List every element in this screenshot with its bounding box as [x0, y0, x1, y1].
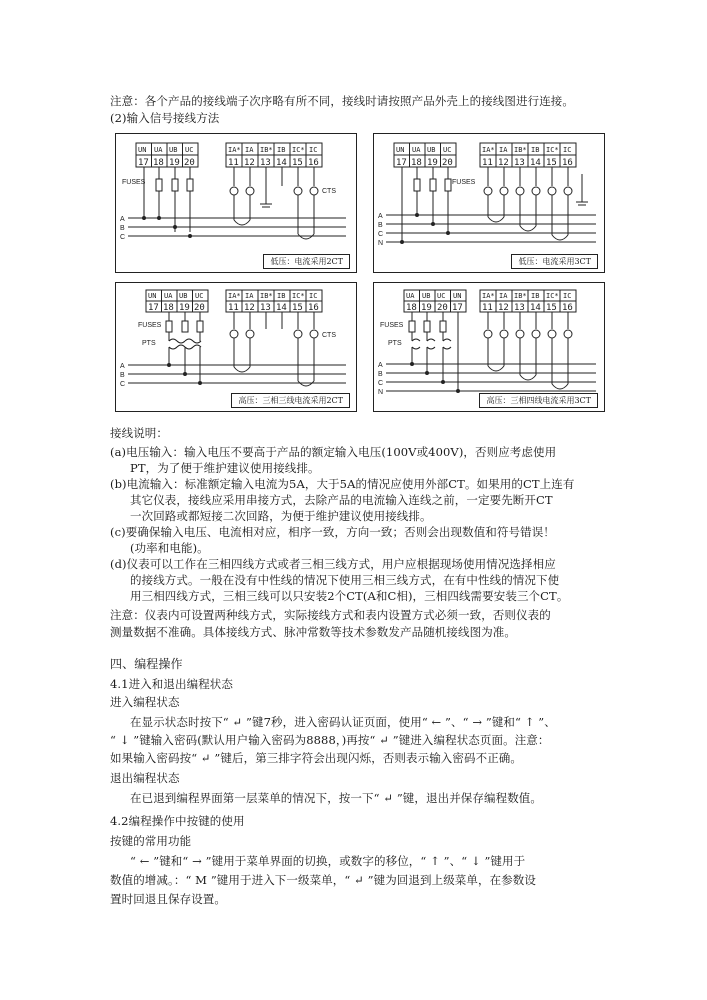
svg-text:C: C	[378, 231, 384, 238]
svg-text:B: B	[120, 372, 125, 379]
svg-text:11: 11	[228, 303, 239, 313]
svg-text:IC*: IC*	[546, 146, 559, 154]
svg-text:17: 17	[452, 303, 463, 313]
svg-text:C: C	[378, 380, 384, 387]
svg-text:UN: UN	[453, 292, 462, 300]
svg-text:IA: IA	[245, 292, 254, 300]
svg-text:18: 18	[163, 303, 174, 313]
svg-text:N: N	[378, 389, 384, 396]
svg-text:IB: IB	[531, 292, 540, 300]
diagram-svg	[374, 283, 604, 411]
svg-text:18: 18	[153, 158, 164, 168]
svg-text:15: 15	[292, 158, 303, 168]
svg-text:IB*: IB*	[260, 292, 273, 300]
svg-text:IA*: IA*	[228, 146, 241, 154]
svg-text:13: 13	[260, 158, 271, 168]
svg-text:11: 11	[228, 158, 239, 168]
svg-text:12: 12	[498, 303, 509, 313]
diagram-svg	[374, 134, 604, 272]
svg-text:N: N	[378, 240, 384, 247]
svg-text:IC: IC	[309, 292, 318, 300]
svg-text:IA: IA	[499, 146, 508, 154]
enter-line: “ ↓ ”键输入密码(默认用户输入密码为8888，)再按“ ↵ ”键进入编程状态页面。注意：	[110, 733, 550, 747]
svg-text:15: 15	[292, 303, 303, 313]
svg-text:12: 12	[498, 158, 509, 168]
wiring-diagram-high-2ct	[115, 282, 357, 412]
svg-text:IB*: IB*	[514, 292, 527, 300]
section-title: 四、编程操作	[110, 657, 183, 671]
diagram-caption: 低压：电流采用3CT	[511, 254, 598, 269]
svg-text:14: 14	[530, 303, 541, 313]
svg-text:IB: IB	[277, 146, 286, 154]
enter-line: 在显示状态时按下“ ↵ ”键7秒，进入密码认证页面，使用“ ← ”、“ → ”键和“ ↑ ”、	[130, 715, 556, 729]
svg-text:FUSES: FUSES	[122, 179, 146, 186]
svg-text:IA*: IA*	[482, 292, 495, 300]
keys-title: 按键的常用功能	[110, 834, 192, 848]
svg-text:IA*: IA*	[482, 146, 495, 154]
svg-text:20: 20	[437, 303, 448, 313]
wiring-line: (a)电压输入：输入电压不要高于产品的额定输入电压(100V或400V)，否则应考虑使用	[110, 445, 557, 459]
svg-text:14: 14	[530, 158, 541, 168]
svg-text:20: 20	[442, 158, 453, 168]
wiring-line: 的接线方式。一般在没有中性线的情况下使用三相三线方式，在有中性线的情况下使	[130, 573, 560, 587]
svg-text:12: 12	[244, 158, 255, 168]
terminal-label: UB	[169, 146, 178, 154]
diagram-svg	[116, 283, 356, 411]
svg-text:13: 13	[260, 303, 271, 313]
svg-text:UB: UB	[427, 146, 436, 154]
svg-text:UB: UB	[422, 292, 431, 300]
svg-text:11: 11	[482, 158, 493, 168]
svg-text:IB*: IB*	[260, 146, 273, 154]
wiring-diagram-low-3ct	[373, 133, 605, 273]
svg-text:16: 16	[308, 158, 319, 168]
svg-text:B: B	[378, 371, 383, 378]
svg-text:PTS: PTS	[388, 340, 402, 347]
diagram-svg	[116, 134, 356, 272]
input-heading: (2)输入信号接线方法	[110, 111, 220, 125]
svg-text:FUSES: FUSES	[138, 322, 162, 329]
svg-text:IC*: IC*	[292, 146, 305, 154]
wiring-line: (b)电流输入：标准额定输入电流为5A，大于5A的情况应使用外部CT。如果用的CT上连有	[110, 477, 575, 491]
svg-text:IB: IB	[531, 146, 540, 154]
keys-line: “ ← ”键和“ → ”键用于菜单界面的切换，或数字的移位，“ ↑ ”、“ ↓ ”键用于	[130, 854, 526, 868]
wiring-line: 用三相四线方式，三相三线可以只安装2个CT(A和C相)，三相四线需要安装三个CT。	[130, 589, 569, 603]
wiring-line: PT，为了便于维护建议使用接线排。	[130, 461, 320, 475]
svg-text:20: 20	[194, 303, 205, 313]
svg-text:IC: IC	[563, 146, 572, 154]
svg-text:IC: IC	[309, 146, 318, 154]
svg-text:14: 14	[276, 303, 287, 313]
svg-text:PTS: PTS	[142, 340, 156, 347]
svg-text:13: 13	[514, 158, 525, 168]
terminal-label: UN	[138, 146, 147, 154]
subsection-title: 4.1进入和退出编程状态	[110, 677, 233, 691]
svg-text:IC*: IC*	[546, 292, 559, 300]
wiring-note: 注意：仪表内可设置两种线方式，实际接线方式和表内设置方式必须一致，否则仪表的	[110, 608, 551, 622]
svg-text:16: 16	[562, 158, 573, 168]
svg-text:IA*: IA*	[228, 292, 241, 300]
exit-title: 退出编程状态	[110, 771, 180, 785]
keys-line: 数值的增减。：“ M ”键用于进入下一级菜单，“ ↵ ”键为回退到上级菜单，在参数设	[110, 873, 536, 887]
svg-text:18: 18	[406, 303, 417, 313]
svg-text:UC: UC	[443, 146, 452, 154]
svg-text:17: 17	[148, 303, 159, 313]
svg-text:A: A	[120, 216, 125, 223]
svg-text:19: 19	[427, 158, 438, 168]
top-note: 注意：各个产品的接线端子次序略有所不同，接线时请按照产品外壳上的接线图进行连接。	[110, 94, 574, 108]
subsection-title: 4.2编程操作中按键的使用	[110, 814, 245, 828]
wiring-line: (d)仪表可以工作在三相四线方式或者三相三线方式，用户应根据现场使用情况选择相应	[110, 557, 556, 571]
wiring-line: (c)要确保输入电压、电流相对应，相序一致，方向一致；否则会出现数值和符号错误！	[110, 525, 555, 539]
exit-line: 在已退到编程界面第一层菜单的情况下，按一下“ ↵ ”键，退出并保存编程数值。	[130, 791, 543, 805]
svg-text:CTS: CTS	[322, 332, 336, 339]
svg-text:C: C	[120, 234, 126, 241]
wiring-heading: 接线说明：	[110, 426, 168, 440]
diagram-caption: 高压：三相三线电流采用2CT	[231, 393, 350, 408]
svg-text:17: 17	[396, 158, 407, 168]
svg-text:IB: IB	[277, 292, 286, 300]
svg-text:20: 20	[184, 158, 195, 168]
svg-text:IC*: IC*	[292, 292, 305, 300]
svg-text:15: 15	[546, 303, 557, 313]
svg-text:IC: IC	[563, 292, 572, 300]
svg-text:UC: UC	[195, 292, 204, 300]
svg-text:UA: UA	[406, 292, 415, 300]
svg-text:UA: UA	[164, 292, 173, 300]
svg-text:12: 12	[244, 303, 255, 313]
svg-text:UN: UN	[396, 146, 405, 154]
svg-text:UN: UN	[148, 292, 157, 300]
svg-text:IA: IA	[245, 146, 254, 154]
svg-text:17: 17	[138, 158, 149, 168]
terminal-label: UA	[154, 146, 163, 154]
svg-text:FUSES: FUSES	[380, 322, 404, 329]
svg-text:15: 15	[546, 158, 557, 168]
enter-title: 进入编程状态	[110, 695, 180, 709]
svg-text:IB*: IB*	[514, 146, 527, 154]
diagram-caption: 高压：三相四线电流采用3CT	[479, 393, 598, 408]
svg-text:A: A	[378, 213, 383, 220]
wiring-diagram-high-3ct	[373, 282, 605, 412]
wiring-line: 其它仪表，接线应采用串接方式，去除产品的电流输入连线之前，一定要先断开CT	[130, 493, 553, 507]
wiring-line: (功率和电能)。	[130, 541, 209, 555]
svg-text:CTS: CTS	[322, 188, 336, 195]
svg-text:11: 11	[482, 303, 493, 313]
svg-text:UB: UB	[179, 292, 188, 300]
enter-line: 如果输入密码按“ ↵ ”键后，第三排字符会出现闪烁，否则表示输入密码不正确。	[110, 751, 523, 765]
svg-text:FUSES: FUSES	[452, 179, 476, 186]
svg-text:16: 16	[308, 303, 319, 313]
keys-line: 置时回退且保存设置。	[110, 892, 226, 906]
svg-text:19: 19	[421, 303, 432, 313]
svg-text:18: 18	[411, 158, 422, 168]
svg-text:13: 13	[514, 303, 525, 313]
svg-text:IA: IA	[499, 292, 508, 300]
wiring-diagram-low-2ct	[115, 133, 357, 273]
wiring-note: 测量数据不准确。具体接线方式、脉冲常数等技术参数发产品随机接线图为准。	[110, 625, 516, 639]
svg-text:14: 14	[276, 158, 287, 168]
svg-text:UA: UA	[412, 146, 421, 154]
svg-text:19: 19	[179, 303, 190, 313]
wiring-line: 一次回路或都短接二次回路，为便于维护建议使用接线排。	[130, 509, 432, 523]
svg-text:B: B	[378, 222, 383, 229]
svg-text:16: 16	[562, 303, 573, 313]
svg-text:A: A	[378, 362, 383, 369]
terminal-label: UC	[185, 146, 194, 154]
svg-text:UC: UC	[437, 292, 446, 300]
svg-text:19: 19	[169, 158, 180, 168]
svg-text:A: A	[120, 363, 125, 370]
svg-text:C: C	[120, 381, 126, 388]
diagram-caption: 低压：电流采用2CT	[263, 254, 350, 269]
svg-text:B: B	[120, 225, 125, 232]
